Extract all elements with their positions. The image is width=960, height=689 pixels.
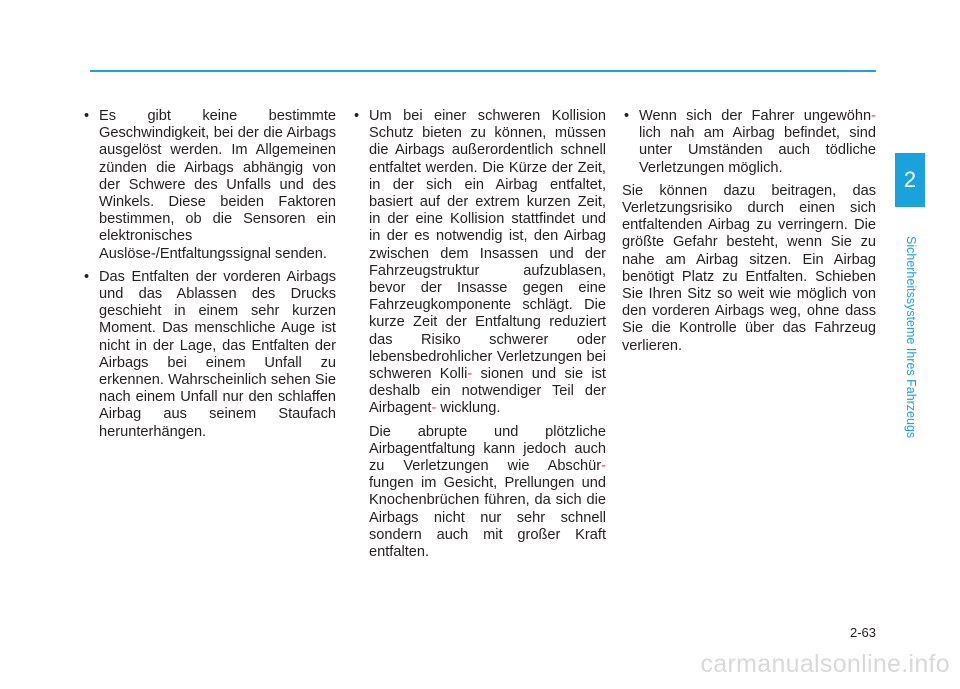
bullet-icon: • [84, 268, 90, 285]
list-item-text: Um bei einer schweren Kollision Schutz bieten zu können, müssen die Airbags außerordentlich schnell entfaltet werden. Die Kürze der Zeit, in der sich ein Airbag entfaltet, basiert auf der extrem kurzen Zeit, in der eine Kollision stattfindet und in der es notwendig ist, den Airbag zwischen dem Insassen und der Fahrzeugstruktur aufzublasen, bevor der Insasse gegen eine Fahrzeugkomponente schlägt. Die kurze Zeit der Entfaltung reduziert das Risiko schwerer oder lebensbedrohlicher Verletzungen bei schweren Kolli- sionen und sie ist deshalb ein notwendiger Teil der Airbagent- wicklung. [369, 108, 606, 417]
text-column-2 [352, 108, 606, 565]
text-column-3 [622, 108, 876, 359]
watermark: carmanualsonline.info [700, 650, 950, 678]
list-item [352, 108, 606, 418]
hyphen-mark: - [871, 108, 876, 124]
hyphen-mark: - [601, 458, 606, 475]
paragraph: Sie können dazu beitragen, das Verletzungsrisiko durch einen sich entfaltenden Airbag zu verringern. Die größte Gefahr besteht, wenn Sie zu nahe am Airbag sitzen. Ein Airbag benötigt Platz zu Entfalten. Schieben Sie Ihren Sitz so weit wie möglich von den vorderen Airbags weg, ohne dass Sie die Kontrolle über das Fahrzeug verlieren. [622, 182, 876, 354]
bullet-icon: • [84, 108, 90, 124]
list-item-text: Wenn sich der Fahrer ungewöhn- lich nah am Airbag befindet, sind unter Umständen auch tödliche Verletzungen möglich. [639, 108, 876, 176]
list-item-text: Das Entfalten der vorderen Airbags und das Ablassen des Drucks geschieht in einem sehr kurzen Moment. Das menschliche Auge ist nicht in der Lage, das Entfalten der Airbags bei einem Unfall zu erkennen. Wahrscheinlich sehen Sie nach einem Unfall nur den schlaffen Airbag aus seinem Staufach herunterhängen. [99, 268, 336, 440]
chapter-tab: 2 [895, 153, 925, 207]
bullet-icon: • [624, 108, 630, 124]
chapter-title: Sicherheitssysteme Ihres Fahrzeugs [904, 236, 918, 439]
page-number: 2-63 [849, 625, 876, 640]
list-item [82, 108, 336, 263]
hyphen-mark: - [467, 366, 473, 383]
list-item [82, 269, 336, 441]
header-rule [90, 70, 876, 72]
bullet-icon: • [354, 108, 360, 124]
hyphen-mark: - [431, 400, 437, 417]
text-column-1 [82, 108, 336, 447]
paragraph: Die abrupte und plötzliche Airbagentfaltung kann jedoch auch zu Verletzungen wie Abschür- fungen im Gesicht, Prellungen und Knochenbrüchen führen, da sich die Airbags nicht nur sehr schnell sondern auch mit großer Kraft entfalten. [369, 423, 606, 561]
list-item-text: Es gibt keine bestimmte Geschwindigkeit, bei der die Airbags ausgelöst werden. Im Allgemeinen zünden die Airbags abhängig von der Schwere des Unfalls und des Winkels. Diese beiden Faktoren bestimmen, ob die Sensoren ein elektronisches Auslöse-/Entfaltungssignal senden. [99, 108, 336, 262]
list-item [622, 108, 876, 177]
